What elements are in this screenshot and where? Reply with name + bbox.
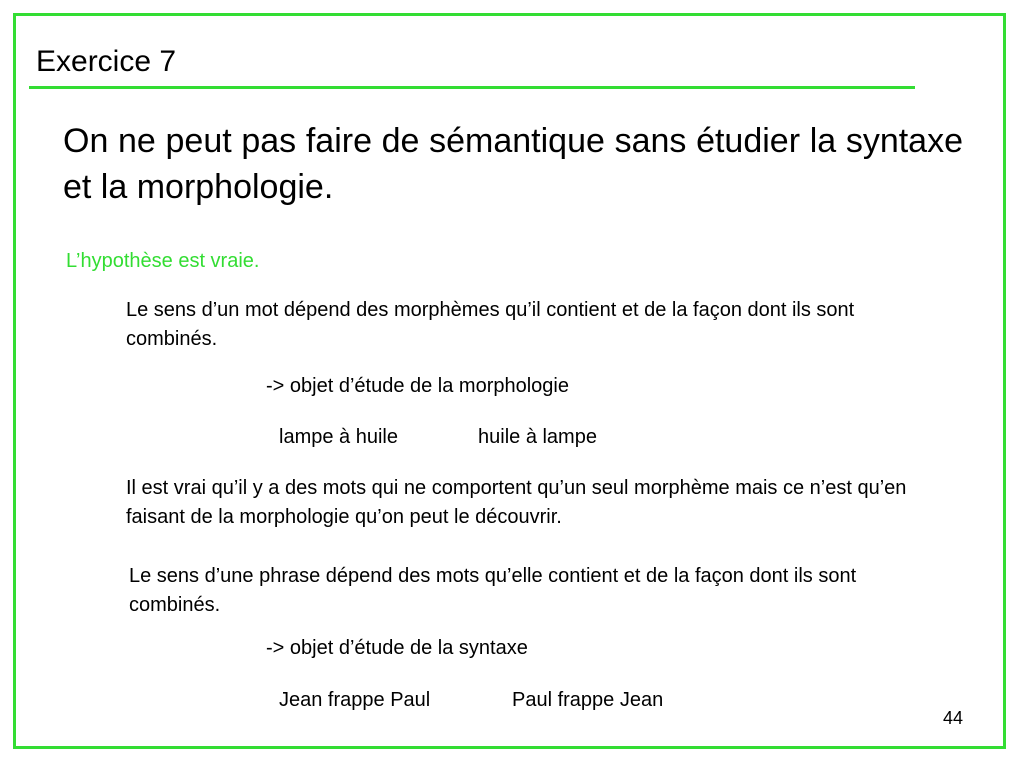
morphology-example-left: lampe à huile xyxy=(279,426,398,448)
slide-title: Exercice 7 xyxy=(36,45,177,78)
morphology-example-right: huile à lampe xyxy=(478,426,597,448)
morphology-note: -> objet d’étude de la morphologie xyxy=(266,375,569,397)
syntax-note: -> objet d’étude de la syntaxe xyxy=(266,637,528,659)
page-number: 44 xyxy=(942,708,963,728)
syntax-example-right: Paul frappe Jean xyxy=(512,689,664,711)
title-underline xyxy=(29,86,915,89)
morphology-remark: Il est vrai qu’il y a des mots qui ne comportent qu’un seul morphème mais ce n’est qu’en faisant de la morphologie qu’on peut le découvrir. xyxy=(126,477,907,528)
syntax-example-left: Jean frappe Paul xyxy=(279,689,431,711)
hypothesis-statement: On ne peut pas faire de sémantique sans étudier la syntaxe et la morphologie. xyxy=(63,122,963,206)
syntax-paragraph: Le sens d’une phrase dépend des mots qu’elle contient et de la façon dont ils sont combinés. xyxy=(129,565,857,616)
morphology-paragraph: Le sens d’un mot dépend des morphèmes qu’il contient et de la façon dont ils sont combinés. xyxy=(126,299,855,350)
answer-text: L’hypothèse est vraie. xyxy=(66,250,260,272)
